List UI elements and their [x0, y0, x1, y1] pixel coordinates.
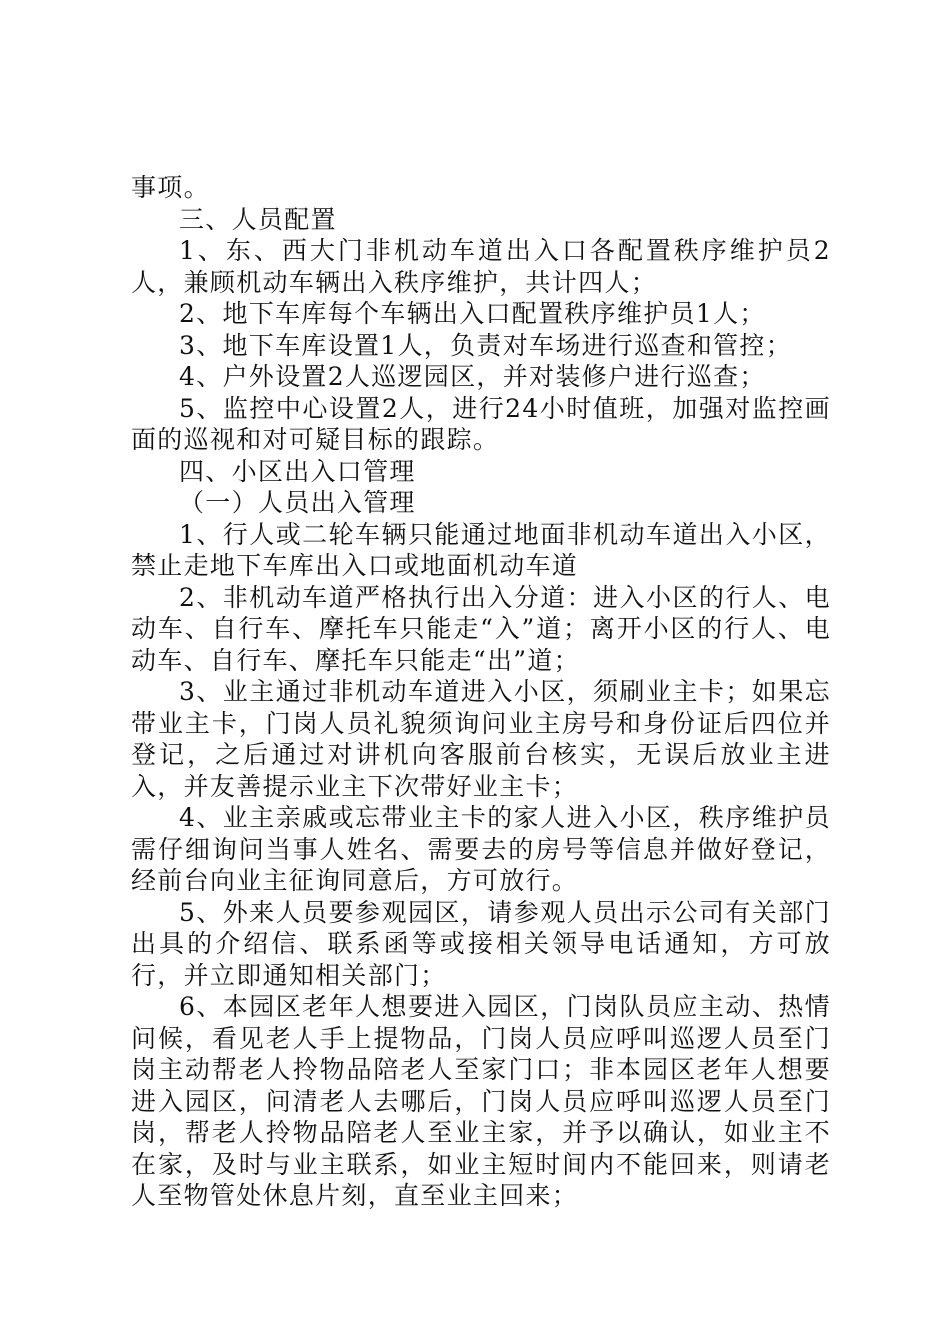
entrance-item-2: 2、非机动车道严格执行出入分道：进入小区的行人、电动车、自行车、摩托车只能走“入”道；离开小区的行人、电动车、自行车、摩托车只能走“出”道； — [131, 582, 831, 675]
entrance-item-4: 4、业主亲戚或忘带业主卡的家人进入小区，秩序维护员需仔细询问当事人姓名、需要去的房号等信息并做好登记，经前台向业主征询同意后，方可放行。 — [131, 803, 831, 895]
staffing-item-5: 5、监控中心设置2人，进行24小时值班，加强对监控画面的巡视和对可疑目标的跟踪。 — [131, 393, 831, 454]
staffing-item-4: 4、户外设置2人巡逻园区，并对装修户进行巡查； — [179, 362, 766, 391]
document-body — [131, 172, 831, 1212]
paragraph-continuation: 事项。 — [131, 173, 210, 202]
entrance-item-6: 6、本园区老年人想要进入园区，门岗队员应主动、热情问候，看见老人手上提物品，门岗人员应呼叫巡逻人员至门岗主动帮老人拎物品陪老人至家门口；非本园区老年人想要进入园区，问清老人去哪后，门岗人员应呼叫巡逻人员至门岗，帮老人拎物品陪老人至业主家，并予以确认，如业主不在家，及时与业主联系，如业主短时间内不能回来，则请老人至物管处休息片刻，直至业主回来； — [131, 992, 831, 1210]
entrance-item-1: 1、行人或二轮车辆只能通过地面非机动车道出入小区，禁止走地下车库出入口或地面机动车道 — [131, 519, 831, 580]
entrance-item-5: 5、外来人员要参观园区，请参观人员出示公司有关部门出具的介绍信、联系函等或接相关领导电话通知，方可放行，并立即通知相关部门； — [131, 897, 831, 990]
section-heading-entrance: 四、小区出入口管理 — [179, 456, 416, 486]
section-heading-staffing: 三、人员配置 — [179, 204, 337, 234]
entrance-item-3: 3、业主通过非机动车道进入小区，须刷业主卡；如果忘带业主卡，门岗人员礼貌须询问业主房号和身份证后四位并登记，之后通过对讲机向客服前台核实，无误后放业主进入，并友善提示业主下次带好业主卡； — [131, 677, 831, 801]
staffing-item-3: 3、地下车库设置1人，负责对车场进行巡查和管控； — [179, 330, 793, 360]
staffing-item-2: 2、地下车库每个车辆出入口配置秩序维护员1人； — [179, 299, 766, 328]
subsection-heading-personnel: （一）人员出入管理 — [179, 488, 416, 517]
staffing-item-1: 1、东、西大门非机动车道出入口各配置秩序维护员2人，兼顾机动车辆出入秩序维护，共计四人； — [131, 236, 831, 297]
